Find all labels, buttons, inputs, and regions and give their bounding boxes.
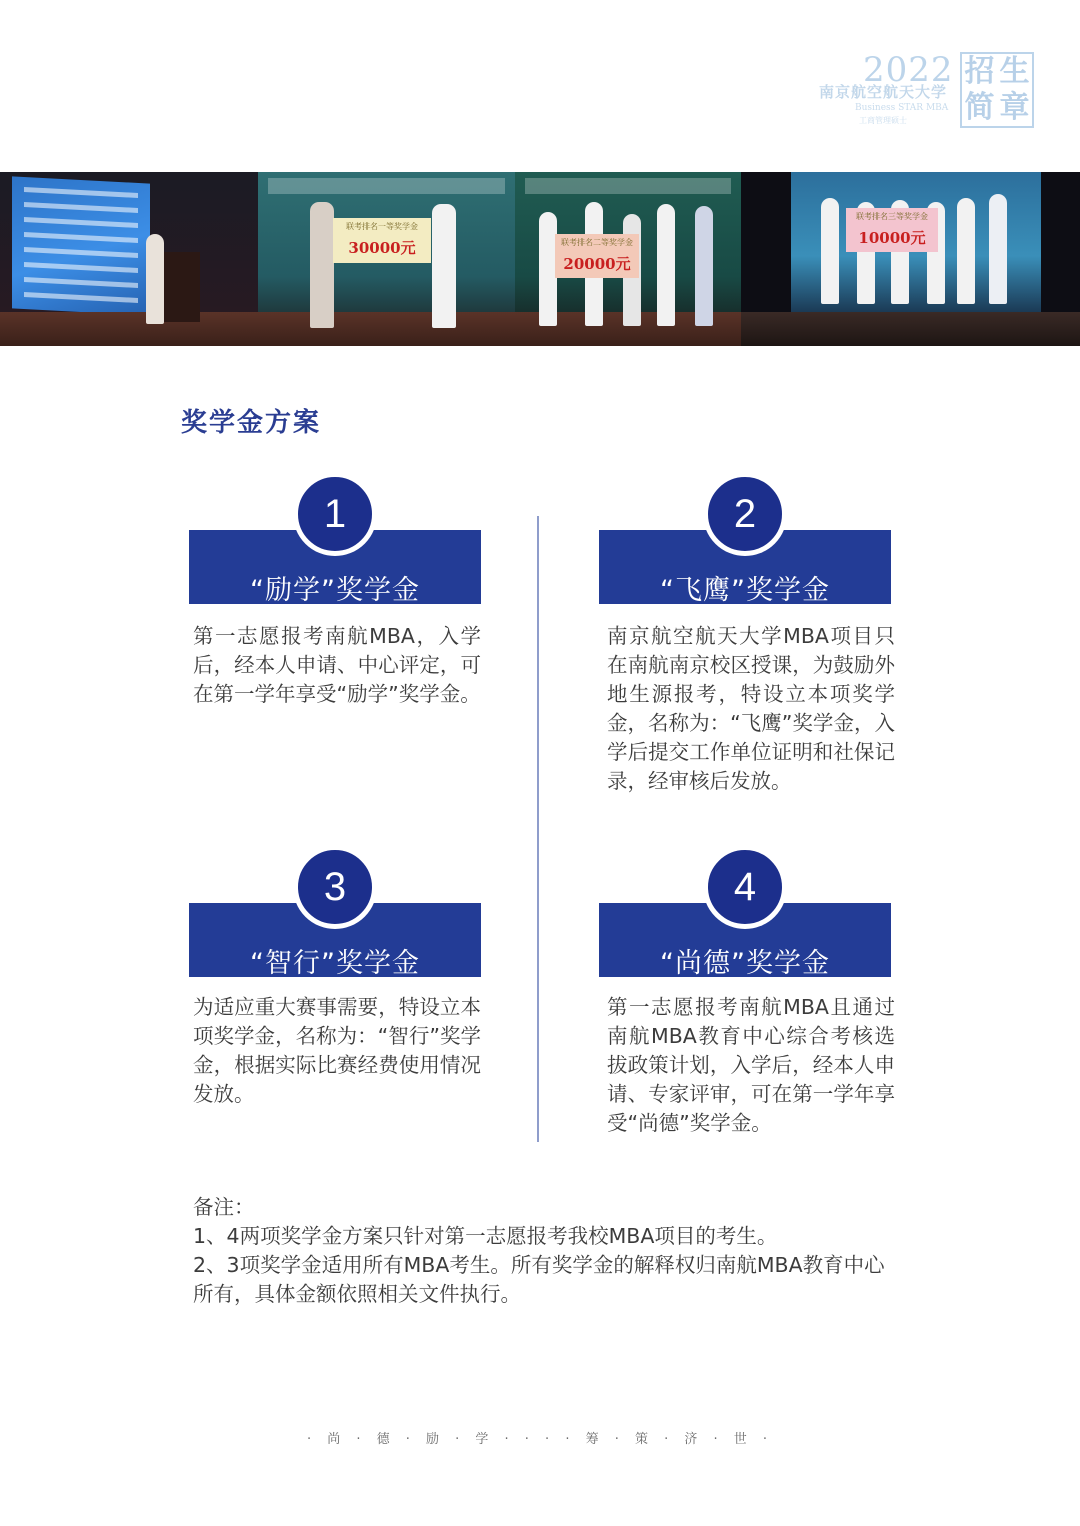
- section-title: 奖学金方案: [181, 408, 322, 438]
- footer-motto: · 尚 · 德 · 励 · 学 · · · · 筹 · 策 · 济 · 世 ·: [306, 1432, 774, 1447]
- logo-year: 2022: [863, 50, 954, 90]
- photo-first-prize-award: [258, 172, 515, 346]
- logo-subtitle-english: Business STAR MBA: [855, 103, 949, 113]
- card-title: “飞鹰”奖学金: [660, 575, 830, 606]
- column-divider: [537, 516, 539, 1142]
- card-number-badge: 4: [703, 845, 787, 929]
- brochure-logo: [819, 48, 1034, 132]
- prize-banner-second: 联考排名二等奖学金 20000元: [555, 234, 639, 278]
- note-item: 1、4两项奖学金方案只针对第一志愿报考我校MBA项目的考生。: [193, 1224, 778, 1248]
- card-number-badge: 1: [293, 472, 377, 556]
- photo-speaker-at-podium: [0, 172, 258, 346]
- notes-label: 备注：: [193, 1195, 255, 1219]
- logo-university-name: 南京航空航天大学: [819, 83, 948, 101]
- card-title: “尚德”奖学金: [660, 948, 830, 979]
- card-description: 第一志愿报考南航MBA且通过南航MBA教育中心综合考核选拔政策计划，入学后，经本人申请、专家评审，可在第一学年享受“尚德”奖学金。: [607, 995, 895, 1135]
- photo-third-prize-award: [741, 172, 1080, 346]
- photo-second-prize-award: [515, 172, 741, 346]
- card-description: 第一志愿报考南航MBA，入学后，经本人申请、中心评定，可在第一学年享受“励学”奖学金。: [193, 624, 481, 706]
- card-number-badge: 3: [293, 845, 377, 929]
- prize-banner-third: 联考排名三等奖学金 10000元: [846, 208, 938, 252]
- card-title: “励学”奖学金: [250, 575, 420, 606]
- logo-enrollment-box: 招 生 简 章: [960, 52, 1034, 128]
- notes-section: [193, 1193, 893, 1309]
- photo-projection-screen: [12, 176, 150, 315]
- card-title: “智行”奖学金: [250, 948, 420, 979]
- logo-subtitle-chinese: 工商管理硕士: [859, 116, 907, 125]
- prize-banner-first: 联考排名一等奖学金 30000元: [333, 218, 431, 263]
- card-description: 为适应重大赛事需要，特设立本项奖学金，名称为：“智行”奖学金，根据实际比赛经费使用情况发放。: [193, 995, 481, 1106]
- ceremony-photo-strip: [0, 172, 1080, 346]
- note-item: 2、3项奖学金适用所有MBA考生。所有奖学金的解释权归南航MBA教育中心所有，具体金额依照相关文件执行。: [193, 1253, 885, 1306]
- card-description: 南京航空航天大学MBA项目只在南航南京校区授课，为鼓励外地生源报考，特设立本项奖学金，名称为：“飞鹰”奖学金，入学后提交工作单位证明和社保记录，经审核后发放。: [607, 624, 895, 793]
- card-number-badge: 2: [703, 472, 787, 556]
